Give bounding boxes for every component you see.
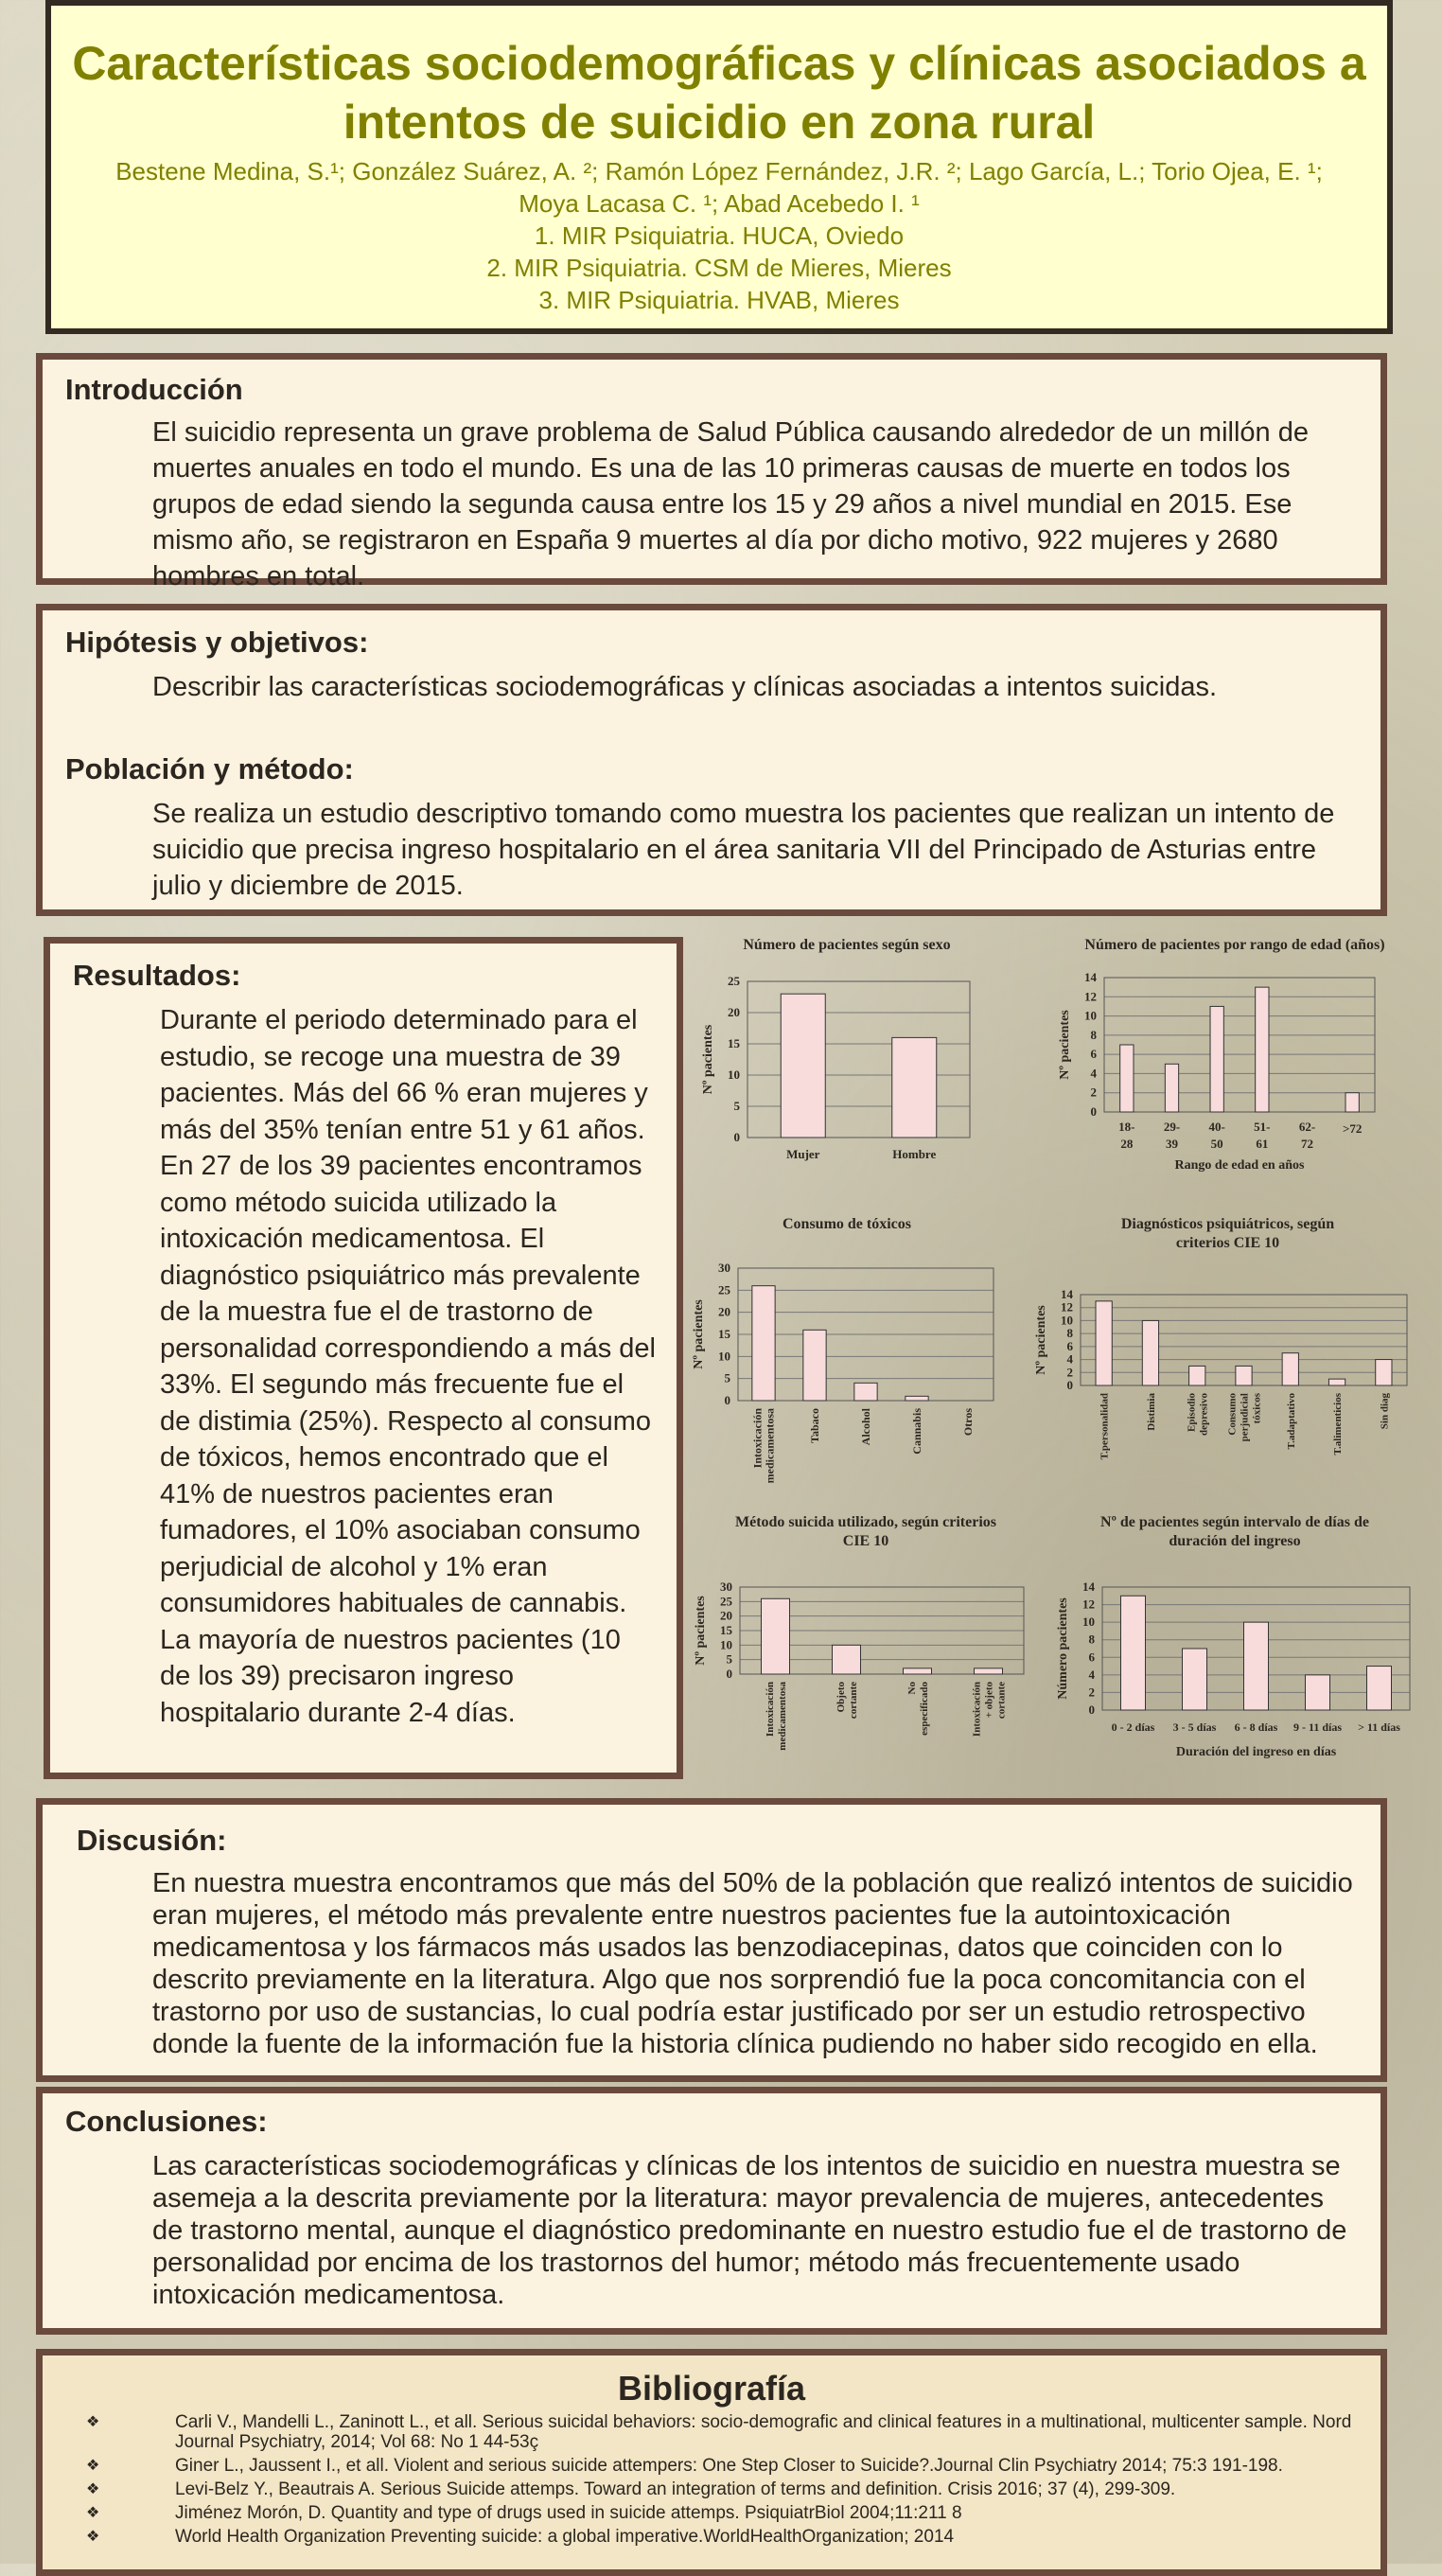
bar: [1165, 1064, 1178, 1112]
bar: [906, 1396, 928, 1401]
x-tick-label: Objeto: [835, 1682, 847, 1713]
x-axis-label: Rango de edad en años: [1174, 1158, 1305, 1173]
y-axis-label: Nº pacientes: [694, 1596, 708, 1666]
x-tick-label: Sin diag: [1379, 1393, 1391, 1430]
x-tick-label: Distimia: [1145, 1393, 1157, 1431]
conclusions-heading: Conclusiones:: [65, 2105, 268, 2138]
x-tick-label: T.alimenticios: [1332, 1393, 1345, 1456]
y-tick-label: 25: [728, 974, 740, 988]
results-heading: Resultados:: [73, 959, 241, 992]
x-tick-label: 51-: [1254, 1120, 1271, 1134]
y-tick-label: 10: [1082, 1614, 1095, 1630]
introduction-section: [36, 353, 1387, 591]
chart-diagnosis: [1031, 1211, 1424, 1495]
x-tick-label: Intoxicación: [750, 1408, 765, 1469]
x-tick-label: medicamentosa: [763, 1408, 777, 1484]
x-tick-label: Alcohol: [859, 1408, 872, 1446]
reference-item: ❖ World Health Organization Preventing suicide: a global imperative.WorldHealthOrganization; 2014: [86, 2527, 955, 2547]
y-tick-label: 6: [1066, 1338, 1073, 1353]
x-tick-label: Intoxicación: [971, 1682, 983, 1738]
y-tick-label: 0: [726, 1667, 732, 1681]
bar: [892, 1037, 937, 1138]
conclusions-section: [36, 2087, 1387, 2335]
x-tick-label: 39: [1166, 1137, 1178, 1151]
chart-title: Consumo de tóxicos: [782, 1216, 912, 1232]
x-tick-label: Mujer: [786, 1147, 820, 1161]
y-tick-label: 14: [1061, 1287, 1073, 1301]
y-tick-label: 6: [1088, 1650, 1095, 1665]
chart-title: criterios CIE 10: [1175, 1235, 1280, 1251]
y-tick-label: 14: [1084, 970, 1097, 984]
x-tick-label: 28: [1120, 1137, 1134, 1151]
diamond-bullet-icon: ❖: [86, 2529, 100, 2545]
y-tick-label: 0: [724, 1393, 730, 1407]
bar: [975, 1668, 1003, 1674]
x-tick-label: especificado: [919, 1682, 930, 1736]
y-tick-label: 5: [724, 1370, 730, 1385]
x-axis-label: Duración del ingreso en días: [1175, 1745, 1337, 1759]
chart-title: Nº de pacientes según intervalo de días de: [1100, 1514, 1369, 1530]
affiliation-2: 2. MIR Psiquiatria. CSM de Mieres, Mieres: [486, 254, 952, 282]
y-tick-label: 12: [1061, 1299, 1073, 1314]
bar: [1210, 1006, 1223, 1112]
results-section: [44, 937, 683, 1779]
method-text: Se realiza un estudio descriptivo tomando como muestra los pacientes que realizan un intento de suicidio que precisa ingreso hospitalario en el área sanitaria VII del Principado de Asturias entre julio y diciembre de 2015.: [152, 799, 1335, 901]
results-text: Durante el periodo determinado para el estudio, se recoge una muestra de 39 pacientes. Más del 66 % eran mujeres y más del 35% tenían entre 51 y 61 años. En 27 de los 39 pacientes encontramos como método suicida utilizado la intoxicación medicamentosa. El diagnóstico psiquiátrico más prevalente de la muestra fue el de trastorno de personalidad correspondiendo a más del 33%. El segundo más frecuente fue el de distimia (25%). Respecto al consumo de tóxicos, hemos encontrado que el 41% de nuestros pacientes eran fumadores, el 10% asociaban consumo perjudicial de alcohol y 1% eran consumidores habituales de cannabis. La mayoría de nuestros pacientes (10 de los 39) precisaron ingreso hospitalario durante 2-4 días.: [160, 1005, 656, 1728]
affiliation-1: 1. MIR Psiquiatria. HUCA, Oviedo: [534, 221, 905, 250]
y-tick-label: 10: [718, 1349, 730, 1364]
y-tick-label: 10: [720, 1637, 732, 1652]
y-tick-label: 0: [1066, 1378, 1073, 1392]
y-tick-label: 6: [1090, 1047, 1097, 1062]
y-tick-label: 4: [1090, 1066, 1097, 1081]
y-tick-label: 20: [728, 1005, 740, 1019]
bar: [1256, 987, 1269, 1112]
x-tick-label: cortante: [995, 1682, 1008, 1720]
y-tick-label: 4: [1066, 1351, 1073, 1367]
bar: [1244, 1622, 1269, 1710]
x-tick-label: No: [906, 1682, 918, 1695]
x-tick-label: medicamentosa: [777, 1682, 788, 1751]
chart-toxics: [691, 1211, 1003, 1495]
x-tick-label: T.personalidad: [1099, 1393, 1111, 1460]
y-tick-label: 25: [718, 1282, 730, 1297]
x-tick-label: Otros: [961, 1408, 975, 1437]
bar: [1183, 1649, 1207, 1710]
method-heading: Población y método:: [65, 752, 354, 785]
x-tick-label: Hombre: [892, 1147, 937, 1161]
y-tick-label: 0: [1088, 1703, 1095, 1717]
bar: [833, 1645, 861, 1674]
y-tick-label: 15: [728, 1036, 740, 1050]
y-axis-label: Nº pacientes: [1058, 1010, 1072, 1080]
bar: [1376, 1360, 1392, 1385]
x-tick-label: 29-: [1163, 1120, 1181, 1134]
y-tick-label: 14: [1082, 1579, 1095, 1594]
bar: [1120, 1045, 1134, 1112]
x-tick-label: 72: [1301, 1137, 1313, 1151]
y-tick-label: 5: [733, 1099, 740, 1113]
bar: [1236, 1366, 1252, 1385]
plot-area: [1104, 978, 1375, 1112]
y-tick-label: 5: [726, 1651, 732, 1667]
chart-title: Diagnósticos psiquiátricos, según: [1120, 1216, 1335, 1232]
x-tick-label: 0 - 2 días: [1111, 1720, 1155, 1734]
bar: [803, 1330, 826, 1401]
bar: [854, 1383, 877, 1401]
y-tick-label: 25: [720, 1594, 732, 1609]
diamond-bullet-icon: ❖: [86, 2481, 100, 2497]
x-tick-label: 50: [1210, 1137, 1223, 1151]
x-tick-label: depresivo: [1198, 1393, 1210, 1437]
bibliography-section: [36, 2349, 1387, 2576]
discussion-heading: Discusión:: [77, 1824, 227, 1857]
x-tick-label: Cannabis: [910, 1408, 923, 1455]
bar: [1328, 1379, 1345, 1385]
y-tick-label: 8: [1066, 1326, 1073, 1341]
y-tick-label: 15: [720, 1623, 732, 1637]
y-tick-label: 2: [1066, 1365, 1073, 1380]
hypothesis-method-section: [36, 604, 1387, 916]
bar: [1367, 1667, 1392, 1710]
y-tick-label: 10: [1084, 1008, 1097, 1023]
x-tick-label: 40-: [1208, 1120, 1225, 1134]
y-tick-label: 12: [1084, 989, 1097, 1004]
bar: [752, 1286, 775, 1401]
x-tick-label: 6 - 8 días: [1234, 1720, 1278, 1734]
bar: [1142, 1320, 1158, 1385]
x-tick-label: 18-: [1118, 1120, 1135, 1134]
y-axis-label: Nº pacientes: [1034, 1305, 1048, 1375]
discussion-text: En nuestra muestra encontramos que más del 50% de la población que realizó intentos de suicidio eran mujeres, el método más prevalente entre nuestros pacientes fue la autointoxicación medicamentosa y los fármacos más usados las benzodiacepinas, datos que coinciden con lo descrito previamente en la literatura. Algo que nos sorprendió fue la poca concomitancia con el trastorno por uso de sustancias, lo cual podría estar justificado por ser un estudio retrospectivo donde la fuente de la información fue la historia clínica pudiendo no haber sido recogido en ella.: [152, 1868, 1353, 2059]
y-tick-label: 20: [718, 1304, 730, 1319]
y-tick-label: 12: [1082, 1597, 1095, 1612]
x-tick-label: 9 - 11 días: [1293, 1720, 1343, 1734]
conclusions-text: Las características sociodemográficas y clínicas de los intentos de suicidio en nuestra muestra se asemeja a la descrita previamente por la literatura: mayor prevalencia de mujeres, antecedentes de trastorno mental, aunque el diagnóstico predominante en nuestro estudio fue el de trastorno de personalidad por encima de los trastornos del humor; método más frecuentemente usado intoxicación medicamentosa.: [152, 2151, 1347, 2310]
bar: [1282, 1353, 1298, 1385]
bar: [1189, 1366, 1205, 1385]
chart-title: Número de pacientes según sexo: [743, 937, 951, 953]
y-tick-label: 10: [728, 1067, 740, 1082]
y-tick-label: 8: [1090, 1027, 1097, 1042]
y-tick-label: 8: [1088, 1632, 1095, 1647]
y-tick-label: 30: [720, 1579, 732, 1594]
chart-method: [691, 1509, 1041, 1789]
x-tick-label: tóxicos: [1251, 1393, 1263, 1424]
bar: [1345, 1093, 1359, 1112]
chart-title: Número de pacientes por rango de edad (años): [1084, 937, 1385, 953]
chart-title: CIE 10: [842, 1533, 889, 1549]
hypothesis-text: Describir las características sociodemográficas y clínicas asociadas a intentos suicidas.: [152, 672, 1218, 702]
reference-item: ❖ Carli V., Mandelli L., Zaninott L., et all. Serious suicidal behaviors: socio-demografic and clinical features in a multinational, multicenter sample. Nord Journal Psychiatry, 2014; Vol 68: No 1 44-53ç: [86, 2412, 1352, 2452]
reference-item: ❖ Giner L., Jaussent I., et all. Violent and serious suicide attempers: One Step Closer to Suicide?.Journal Clin Psychiatry 2014; 75:3 191-198.: [86, 2456, 1283, 2476]
bar: [781, 994, 825, 1138]
x-tick-label: perjudicial: [1239, 1393, 1251, 1442]
chart-title: Método suicida utilizado, según criterios: [735, 1514, 996, 1530]
y-axis-label: Número pacientes: [1056, 1597, 1070, 1700]
y-tick-label: 0: [1090, 1104, 1097, 1119]
introduction-heading: Introducción: [65, 373, 243, 406]
y-tick-label: 4: [1088, 1667, 1095, 1682]
diamond-bullet-icon: ❖: [86, 2458, 100, 2474]
bibliography-heading: Bibliografía: [617, 2369, 806, 2408]
x-tick-label: Consumo: [1226, 1393, 1239, 1436]
chart-stay: [1046, 1509, 1424, 1784]
x-tick-label: T.adaptativo: [1285, 1393, 1297, 1450]
x-tick-label: Tabaco: [808, 1408, 821, 1443]
x-tick-label: >72: [1342, 1121, 1363, 1136]
bar: [904, 1668, 932, 1674]
x-tick-label: 62-: [1298, 1120, 1316, 1134]
x-tick-label: cortante: [848, 1682, 859, 1720]
x-tick-label: Episodio: [1186, 1393, 1198, 1432]
x-tick-label: 3 - 5 días: [1172, 1720, 1217, 1734]
x-tick-label: 61: [1256, 1137, 1269, 1151]
poster-header: [45, 0, 1393, 334]
chart-age: [1046, 932, 1424, 1197]
chart-title: duración del ingreso: [1169, 1533, 1301, 1549]
y-axis-label: Nº pacientes: [701, 1024, 715, 1095]
x-tick-label: > 11 días: [1358, 1720, 1400, 1734]
bar: [762, 1598, 790, 1674]
bar: [1306, 1675, 1330, 1710]
bar: [1096, 1301, 1112, 1385]
diamond-bullet-icon: ❖: [86, 2505, 100, 2521]
y-axis-label: Nº pacientes: [692, 1299, 706, 1369]
y-tick-label: 30: [718, 1261, 730, 1275]
y-tick-label: 20: [720, 1608, 732, 1623]
y-tick-label: 2: [1088, 1685, 1095, 1700]
y-tick-label: 10: [1061, 1313, 1073, 1328]
y-tick-label: 0: [733, 1130, 740, 1144]
y-tick-label: 2: [1090, 1085, 1097, 1100]
diamond-bullet-icon: ❖: [86, 2414, 100, 2430]
introduction-text: El suicidio representa un grave problema de Salud Pública causando alrededor de un millón de muertes anuales en todo el mundo. Es una de las 10 primeras causas de muerte en todos los grupos de edad siendo la segunda causa entre los 15 y 29 años a nivel mundial en 2015. Ese mismo año, se registraron en España 9 muertes al día por dicho motivo, 922 mujeres y 2680 hombres en total.: [152, 417, 1309, 591]
reference-item: ❖ Jiménez Morón, D. Quantity and type of drugs used in suicide attemps. PsiquiatrBiol 2004;11:211 8: [86, 2503, 962, 2523]
affiliation-3: 3. MIR Psiquiatria. HVAB, Mieres: [538, 286, 900, 314]
poster-title: Características sociodemográficas y clínicas asociados a intentos de suicidio en zona rural: [72, 37, 1366, 149]
y-tick-label: 15: [718, 1327, 730, 1341]
hypothesis-heading: Hipótesis y objetivos:: [65, 626, 369, 659]
authors: Bestene Medina, S.¹; González Suárez, A. ²; Ramón López Fernández, J.R. ²; Lago García, L.; Torio Ojea, E. ¹; Moya Lacasa C. ¹; Abad Acebedo I. ¹: [115, 157, 1323, 218]
discussion-section: [36, 1798, 1387, 2082]
x-tick-label: + objeto: [983, 1682, 995, 1719]
reference-item: ❖ Levi-Belz Y., Beautrais A. Serious Suicide attemps. Toward an integration of terms and definition. Crisis 2016; 37 (4), 299-309.: [86, 2479, 1176, 2499]
chart-sex: [691, 932, 1003, 1188]
bar: [1121, 1596, 1146, 1710]
x-tick-label: Intoxicación: [765, 1682, 776, 1738]
